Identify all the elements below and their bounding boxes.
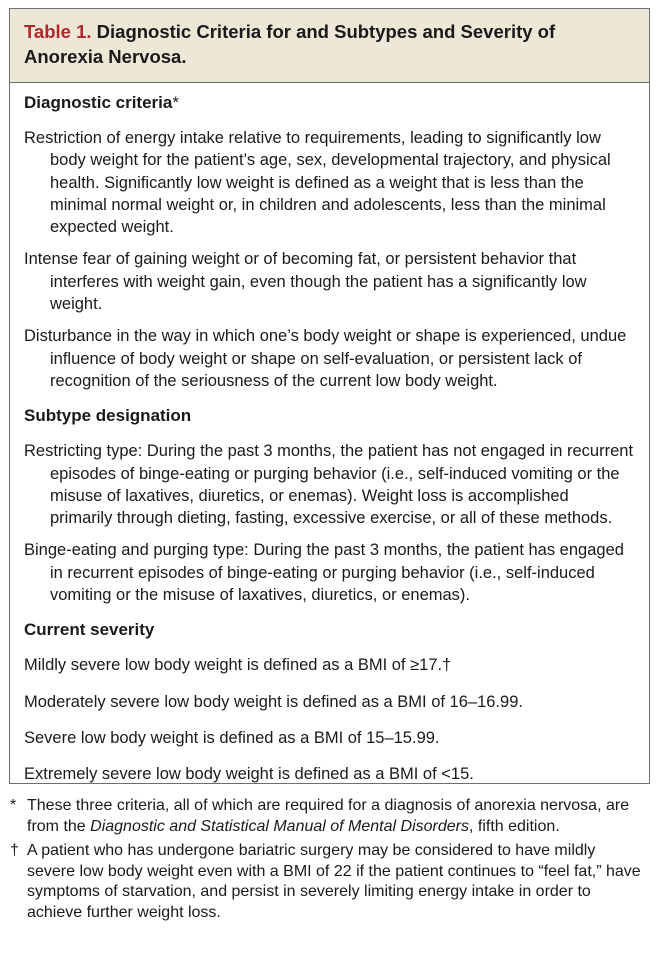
criterion-item: Intense fear of gaining weight or of becoming fat, or persistent behavior that interferes with weight gain, even though the patient has a significantly low weight. — [24, 250, 587, 314]
severity-item: Severe low body weight is defined as a BMI of 15–15.99. — [24, 728, 440, 747]
subtype-item: Restricting type: During the past 3 months, the patient has not engaged in recurrent episodes of binge-eating or purging behavior (i.e., self-induced vomiting or the misuse of laxatives, diuretics, or enemas). Weight loss is accomplished primarily through dieting, fasting, excessive exercise, or all of these methods. — [24, 442, 634, 528]
footnotes — [10, 796, 645, 927]
severity-item: Mildly severe low body weight is defined as a BMI of ≥17.† — [24, 656, 452, 675]
subtype-item: Binge-eating and purging type: During the past 3 months, the patient has engaged in recurrent episodes of binge-eating or purging behavior (i.e., self-induced vomiting or the misuse of laxatives, diuretics, or enemas). — [24, 541, 624, 605]
table-body — [10, 83, 649, 786]
section-heading-diagnostic — [24, 91, 635, 115]
footnote-dagger — [10, 841, 645, 923]
footnote-dagger-mark: † — [10, 842, 19, 859]
criterion-item: Restriction of energy intake relative to requirements, leading to significantly low body weight for the patient’s age, sex, developmental trajectory, and physical health. Significantly low weight is defined as a weight that is less than the minimal normal weight or, in children and adolescents, less than the minimal expected weight. — [24, 129, 611, 237]
section-heading-subtype: Subtype designation — [24, 406, 192, 426]
footnote-star — [10, 796, 645, 837]
section-heading-severity: Current severity — [24, 620, 155, 640]
table-title: Diagnostic Criteria for and Subtypes and Severity of Anorexia Nervosa. — [24, 21, 556, 67]
footnote-star-tail: , fifth edition. — [468, 817, 560, 835]
criterion-item: Disturbance in the way in which one’s body weight or shape is experienced, undue influence of body weight or shape on self-evaluation, or persistent lack of recognition of the seriousness of the current low body weight. — [24, 327, 627, 390]
footnote-dagger-text: A patient who has undergone bariatric surgery may be considered to have mildly severe low body weight even with a BMI of 22 if the patient continues to “feel fat,” have symptoms of starvation, and persist in severely limiting energy intake in order to achieve further weight loss. — [27, 842, 641, 921]
footnote-ref-star: * — [172, 93, 179, 112]
section-heading-diagnostic-text: Diagnostic criteria — [24, 93, 173, 112]
footnote-star-mark: * — [10, 797, 17, 814]
severity-item: Extremely severe low body weight is defined as a BMI of <15. — [24, 765, 474, 784]
table-title-bar — [10, 9, 649, 83]
table-1 — [9, 8, 650, 784]
footnote-star-text: These three criteria, all of which are required for a diagnosis of anorexia nervosa, are from the — [27, 797, 630, 835]
table-label: Table 1. — [24, 21, 92, 42]
severity-item: Moderately severe low body weight is defined as a BMI of 16–16.99. — [24, 692, 523, 711]
footnote-star-italic: Diagnostic and Statistical Manual of Mental Disorders — [90, 817, 469, 835]
